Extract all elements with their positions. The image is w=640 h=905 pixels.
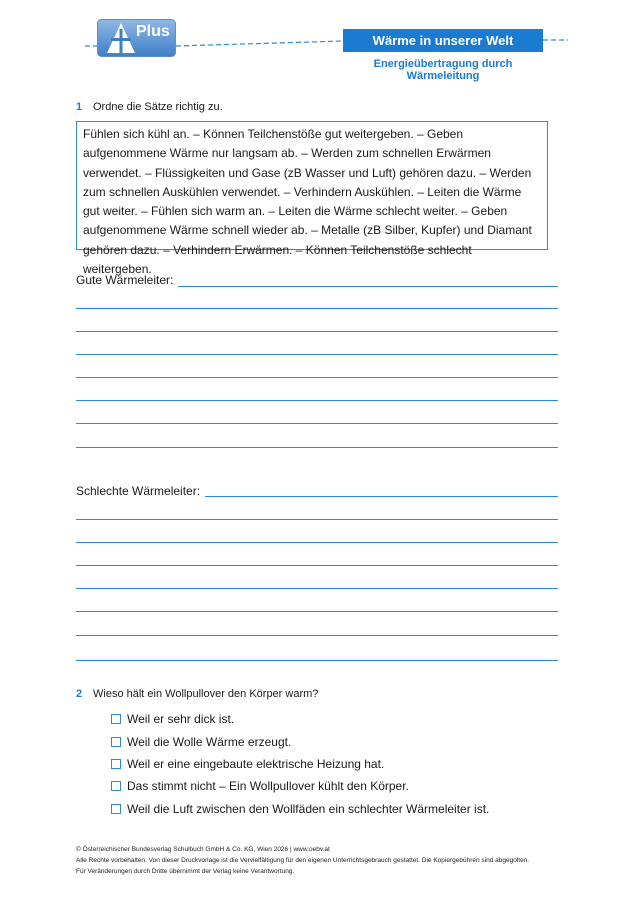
answer-line[interactable] <box>76 423 558 424</box>
answer-line[interactable] <box>76 565 558 566</box>
task-1-number: 1 <box>76 101 83 113</box>
answer-line[interactable] <box>178 286 558 287</box>
task-1-instruction: Ordne die Sätze richtig zu. <box>93 101 223 113</box>
option-2[interactable] <box>111 735 291 749</box>
checkbox[interactable] <box>111 781 121 791</box>
logo-text: Plus <box>136 23 170 40</box>
answer-line[interactable] <box>76 331 558 332</box>
answer-line[interactable] <box>76 611 558 612</box>
sentence-box: Fühlen sich kühl an. – Können Teilchenstöße gut weitergeben. – Geben aufgenommene Wärme nur langsam ab. – Werden zum schnellen Erwärmen verwendet. – Flüssigkeiten und Gase (zB Wasser und Luft) gehören dazu. – Werden zum schnellen Auskühlen verwendet. – Verhindern Auskühlen. – Leiten die Wärme gut weiter. – Fühlen sich warm an. – Leiten die Wärme schlecht weiter. – Geben aufgenommene Wärme schnell wieder ab. – Metalle (zB Silber, Kupfer) und Diamant gehören dazu. – Verhindern Erwärmen. – Können Teilchenstöße schlecht weitergeben. <box>76 121 548 250</box>
footer-disclaimer: Für Veränderungen durch Dritte übernimmt der Verlag keine Verantwortung. <box>76 868 295 875</box>
answer-line[interactable] <box>76 588 558 589</box>
option-label: Weil er sehr dick ist. <box>127 712 235 726</box>
checkbox[interactable] <box>111 737 121 747</box>
bad-conductors-label: Schlechte Wärmeleiter: <box>76 484 201 498</box>
footer-copyright: © Österreichischer Bundesverlag Schulbuch GmbH & Co. KG, Wien 2026 | www.oebv.at <box>76 846 330 853</box>
answer-line[interactable] <box>76 377 558 378</box>
answer-line[interactable] <box>76 354 558 355</box>
answer-line[interactable] <box>76 519 558 520</box>
answer-line[interactable] <box>76 308 558 309</box>
header-decoration <box>0 0 640 80</box>
footer-rights: Alle Rechte vorbehalten. Von dieser Druckvorlage ist die Vervielfältigung für den eigenen Unterrichtsgebrauch gestattet. Die Kopiergebühren sind abgegolten. <box>76 857 530 864</box>
option-label: Weil die Luft zwischen den Wollfäden ein schlechter Wärmeleiter ist. <box>127 802 490 816</box>
answer-line[interactable] <box>76 400 558 401</box>
option-label: Weil er eine eingebaute elektrische Heizung hat. <box>127 757 385 771</box>
task-2-number: 2 <box>76 688 83 700</box>
answer-line[interactable] <box>76 635 558 636</box>
task-2-question: Wieso hält ein Wollpullover den Körper warm? <box>93 688 319 700</box>
option-3[interactable] <box>111 757 384 771</box>
option-label: Das stimmt nicht – Ein Wollpullover kühlt den Körper. <box>127 779 409 793</box>
answer-line[interactable] <box>205 496 558 497</box>
option-1[interactable] <box>111 712 234 726</box>
checkbox[interactable] <box>111 804 121 814</box>
answer-line[interactable] <box>76 660 558 661</box>
option-4[interactable] <box>111 779 409 793</box>
option-5[interactable] <box>111 802 489 816</box>
checkbox[interactable] <box>111 714 121 724</box>
answer-line[interactable] <box>76 447 558 448</box>
answer-line[interactable] <box>76 542 558 543</box>
page-subtitle: Energieübertragung durch Wärmeleitung <box>373 58 513 82</box>
good-conductors-label: Gute Wärmeleiter: <box>76 273 174 287</box>
checkbox[interactable] <box>111 759 121 769</box>
option-label: Weil die Wolle Wärme erzeugt. <box>127 735 292 749</box>
page-title: Wärme in unserer Welt <box>343 29 543 52</box>
